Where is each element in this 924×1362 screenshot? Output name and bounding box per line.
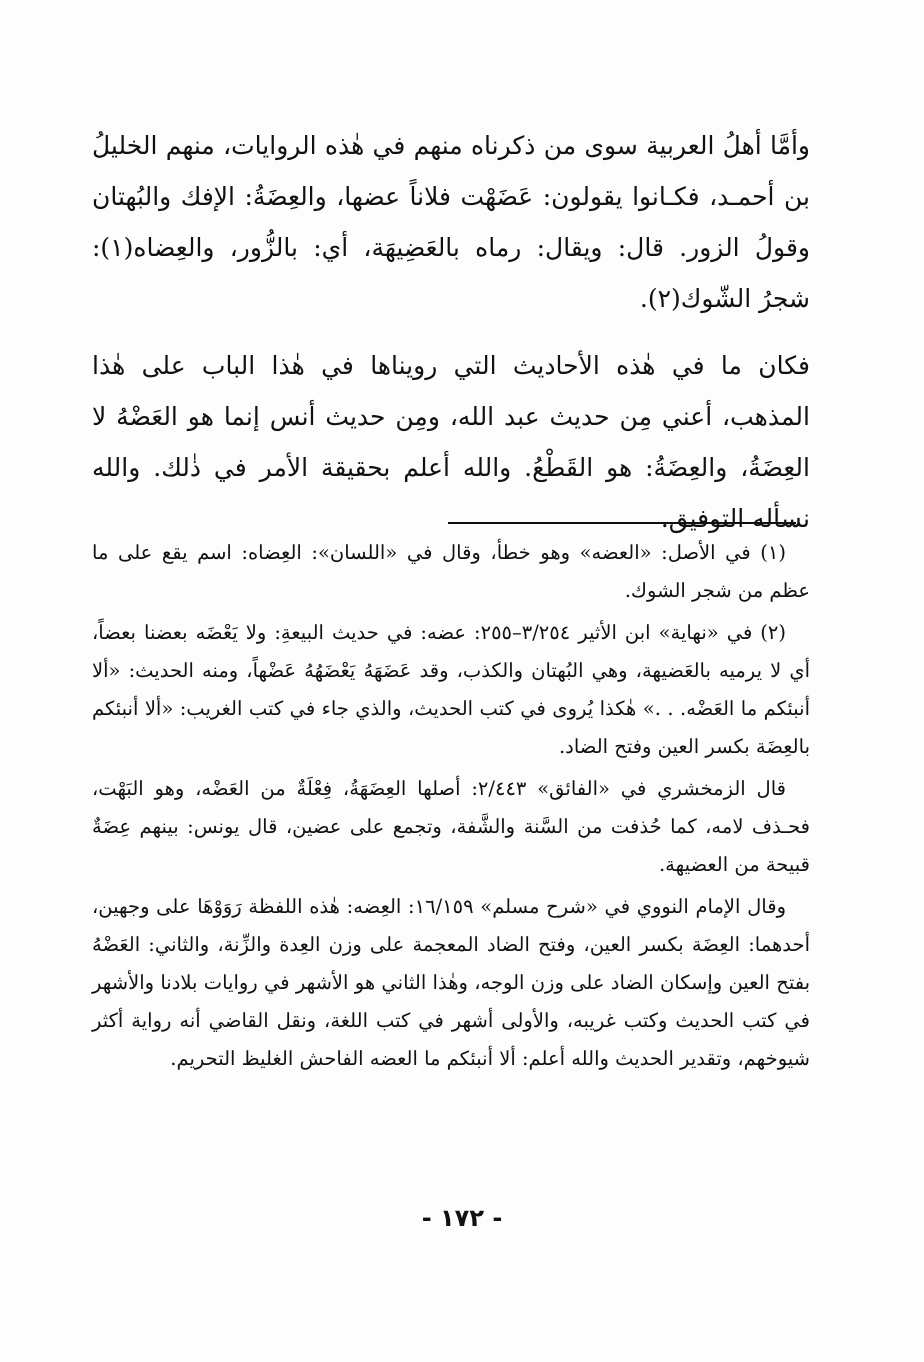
footnote-2-continued: وقال الإمام النووي في «شرح مسلم» ١٦/١٥٩: العِضه: هٰذه اللفظة رَوَوْهَا على وجهين، أحدهما: العِضَة بكسر العين، وفتح الضاد المعجمة على وزن العِدة والزِّنة، والثاني: العَضْهُ بفتح العين وإسكان الضاد على وزن الوجه، وهٰذا الثاني هو الأشهر في روايات بلادنا والأشهر في كتب الحديث وكتب غريبه، والأولى أشهر في كتب اللغة، ونقل القاضي أنه رواية أكثر شيوخهم، وتقدير الحديث والله أعلم: ألا أنبئكم ما العضه الفاحش الغليظ التحريم. xyxy=(92,895,810,1070)
main-text xyxy=(92,120,810,544)
footnotes xyxy=(92,534,810,1078)
footnote-2-continued: قال الزمخشري في «الفائق» ٢/٤٤٣: أصلها العِضَهَةُ، فِعْلَةٌ من العَضْه، وهو البَهْت، فحـذف لامه، كما حُذفت من السَّنة والشَّفة، وتجمع على عضين، قال يونس: بينهم عِضَةٌ قبيحة من العضيهة. xyxy=(92,777,810,876)
footnote-1: (١) في الأصل: «العضه» وهو خطأ، وقال في «اللسان»: العِضاه: اسم يقع على ما عظم من شجر الشوك. xyxy=(92,541,810,602)
footnote-divider xyxy=(448,522,796,524)
page-number: - ١٧٢ - xyxy=(421,1204,503,1232)
paragraph: فكان ما في هٰذه الأحاديث التي رويناها في هٰذا الباب على هٰذا المذهب، أعني مِن حديث عبد الله، ومِن حديث أنس إنما هو العَضْهُ لا العِضَةُ، والعِضَةُ: هو القَطْعُ. والله أعلم بحقيقة الأمر في ذٰلك. والله نسأله التوفيق. xyxy=(92,351,810,533)
paragraph: وأمَّا أهلُ العربية سوى من ذكرناه منهم في هٰذه الروايات، منهم الخليلُ بن أحمـد، فكـانوا يقولون: عَضَهْت فلاناً عضها، والعِضَةُ: الإفك والبُهتان وقولُ الزور. قال: ويقال: رماه بالعَضِيهَة، أي: بالزُّور، والعِضاه(١): شجرُ الشّوك(٢). xyxy=(92,131,810,313)
footnote-2: (٢) في «نهاية» ابن الأثير ٣/٢٥٤–٢٥٥: عضه: في حديث البيعةِ: ولا يَعْضَه بعضنا بعضاً، أي لا يرميه بالعَضيهة، وهي البُهتان والكذب، وقد عَضَهَهُ يَعْضَهُهُ عَضْهاً، ومنه الحديث: «ألا أنبئكم ما العَضْه. . .» هٰكذا يُروى في كتب الحديث، والذي جاء في كتب الغريب: «ألا أنبئكم بالعِضَة بكسر العين وفتح الضاد. xyxy=(92,621,810,758)
